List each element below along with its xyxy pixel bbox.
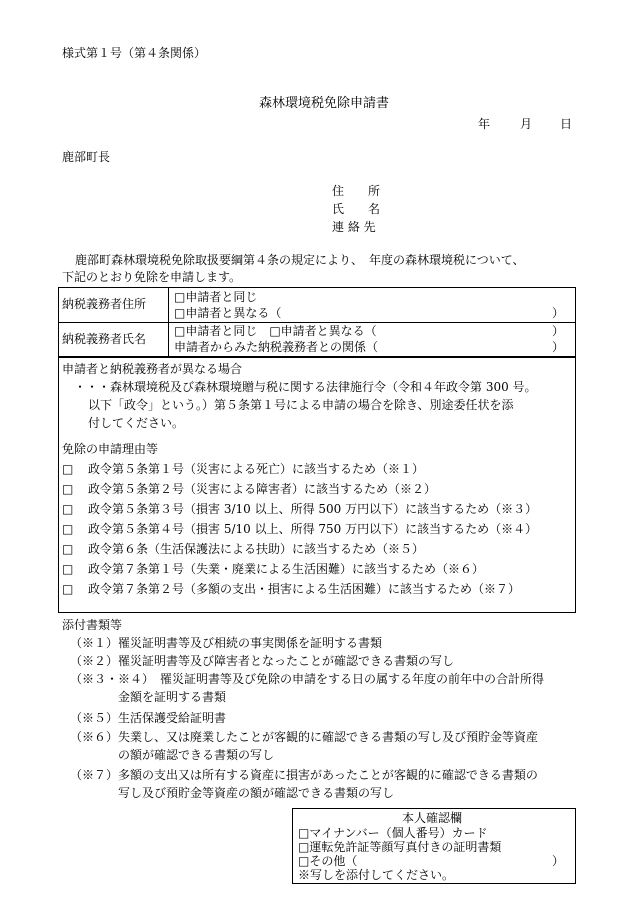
attachment-mark: （※７） bbox=[70, 768, 119, 782]
different-note-line-1: ・・・森林環境税及び森林環境贈与税に関する法律施行令（令和４年政令第 300 号。 bbox=[74, 380, 537, 394]
close-paren: ） bbox=[552, 340, 565, 354]
identity-note: ※写しを添付してください。 bbox=[298, 868, 455, 882]
checkbox-icon[interactable]: □ bbox=[62, 502, 74, 516]
checkbox-icon[interactable]: □ bbox=[62, 582, 74, 596]
checkbox-icon[interactable]: □ bbox=[62, 462, 74, 476]
reason-text: 政令第７条第１号（失業・廃業による生活困難）に該当するため（※６） bbox=[88, 562, 485, 576]
attachments-heading: 添付書類等 bbox=[62, 618, 123, 632]
attachment-text: 罹災証明書等及び障害者となったことが確認できる書類の写し bbox=[118, 654, 455, 668]
attachment-text: 失業し、又は廃業したことが客観的に確認できる書類の写し及び預貯金等資産 bbox=[118, 730, 539, 744]
intro-line-2: 下記のとおり免除を申請します。 bbox=[62, 270, 242, 284]
reasons-heading: 免除の申請理由等 bbox=[62, 442, 159, 456]
attachment-text: 罹災証明書等及び免除の申請をする日の属する年度の前年中の合計所得 bbox=[160, 672, 545, 686]
mynumber-checkbox[interactable]: □マイナンバー（個人番号）カード bbox=[298, 826, 488, 840]
attachment-mark: （※３・※４） bbox=[70, 672, 155, 686]
different-note-line-3: 付してください。 bbox=[88, 416, 185, 430]
address-same-checkbox[interactable]: □申請者と同じ bbox=[174, 290, 258, 304]
other-checkbox[interactable]: □その他（ bbox=[298, 854, 358, 868]
date-month: 月 bbox=[520, 117, 533, 131]
different-note-heading: 申請者と納税義務者が異なる場合 bbox=[62, 362, 243, 376]
attachment-mark: （※５） bbox=[70, 711, 119, 725]
taxpayer-name-label: 納税義務者氏名 bbox=[62, 332, 147, 346]
name-options-checkboxes[interactable]: □申請者と同じ □申請者と異なる（ bbox=[174, 324, 377, 338]
attachment-mark: （※１） bbox=[70, 636, 119, 650]
taxpayer-address-label: 納税義務者住所 bbox=[62, 297, 147, 311]
checkbox-icon[interactable]: □ bbox=[62, 562, 74, 576]
close-paren: ） bbox=[552, 306, 565, 320]
attachment-text: 生活保護受給証明書 bbox=[118, 711, 227, 725]
attachment-text-cont: 写し及び預貯金等資産の額が確認できる書類の写し bbox=[118, 786, 395, 800]
date-year: 年 bbox=[478, 117, 491, 131]
attachment-text: 罹災証明書等及び相続の事実関係を証明する書類 bbox=[118, 636, 383, 650]
reason-text: 政令第５条第２号（災害による障害者）に該当するため（※２） bbox=[88, 482, 437, 496]
license-checkbox[interactable]: □運転免許証等顔写真付きの証明書類 bbox=[298, 840, 502, 854]
date-day: 日 bbox=[560, 117, 573, 131]
relation-field[interactable]: 申請者からみた納税義務者との関係（ bbox=[174, 340, 379, 354]
intro-line-1: 鹿部町森林環境税免除取扱要綱第４条の規定により、 年度の森林環境税について、 bbox=[75, 253, 525, 267]
close-paren: ） bbox=[552, 324, 565, 338]
reason-item[interactable] bbox=[62, 561, 484, 577]
close-paren: ） bbox=[552, 854, 565, 868]
applicant-address-label: 住 所 bbox=[332, 184, 381, 198]
reason-text: 政令第５条第４号（損害 5/10 以上、所得 750 万円以下）に該当するため（※４） bbox=[88, 522, 538, 536]
reason-item[interactable] bbox=[62, 521, 537, 537]
different-note-line-2: 以下「政令」という。）第５条第１号による申請の場合を除き、別途委任状を添 bbox=[88, 398, 514, 412]
reason-item[interactable] bbox=[62, 541, 424, 557]
attachment-mark: （※６） bbox=[70, 730, 119, 744]
identity-heading: 本人確認欄 bbox=[402, 811, 463, 825]
reason-text: 政令第６条（生活保護法による扶助）に該当するため（※５） bbox=[88, 542, 425, 556]
reason-item[interactable] bbox=[62, 581, 520, 597]
applicant-contact-label: 連 絡 先 bbox=[332, 220, 376, 234]
form-number: 様式第１号（第４条関係） bbox=[62, 46, 207, 60]
checkbox-icon[interactable]: □ bbox=[62, 522, 74, 536]
checkbox-icon[interactable]: □ bbox=[62, 482, 74, 496]
reason-text: 政令第５条第１号（災害による死亡）に該当するため（※１） bbox=[88, 462, 425, 476]
address-different-checkbox[interactable]: □申請者と異なる（ bbox=[174, 306, 282, 320]
checkbox-icon[interactable]: □ bbox=[62, 542, 74, 556]
applicant-name-label: 氏 名 bbox=[332, 202, 381, 216]
attachment-text: 多額の支出又は所有する資産に損害があったことが客観的に確認できる書類の bbox=[118, 768, 538, 782]
reason-item[interactable] bbox=[62, 501, 537, 517]
attachment-mark: （※２） bbox=[70, 654, 119, 668]
attachment-text-cont: の額が確認できる書類の写し bbox=[118, 748, 275, 762]
addressee: 鹿部町長 bbox=[62, 150, 111, 164]
reason-item[interactable] bbox=[62, 461, 424, 477]
reason-item[interactable] bbox=[62, 481, 436, 497]
reason-text: 政令第７条第２号（多額の支出・損害による生活困難）に該当するため（※７） bbox=[88, 582, 521, 596]
page-title: 森林環境税免除申請書 bbox=[259, 96, 390, 111]
attachment-text-cont: 金額を証明する書類 bbox=[118, 690, 227, 704]
reason-text: 政令第５条第３号（損害 3/10 以上、所得 500 万円以下）に該当するため（※３） bbox=[88, 502, 538, 516]
